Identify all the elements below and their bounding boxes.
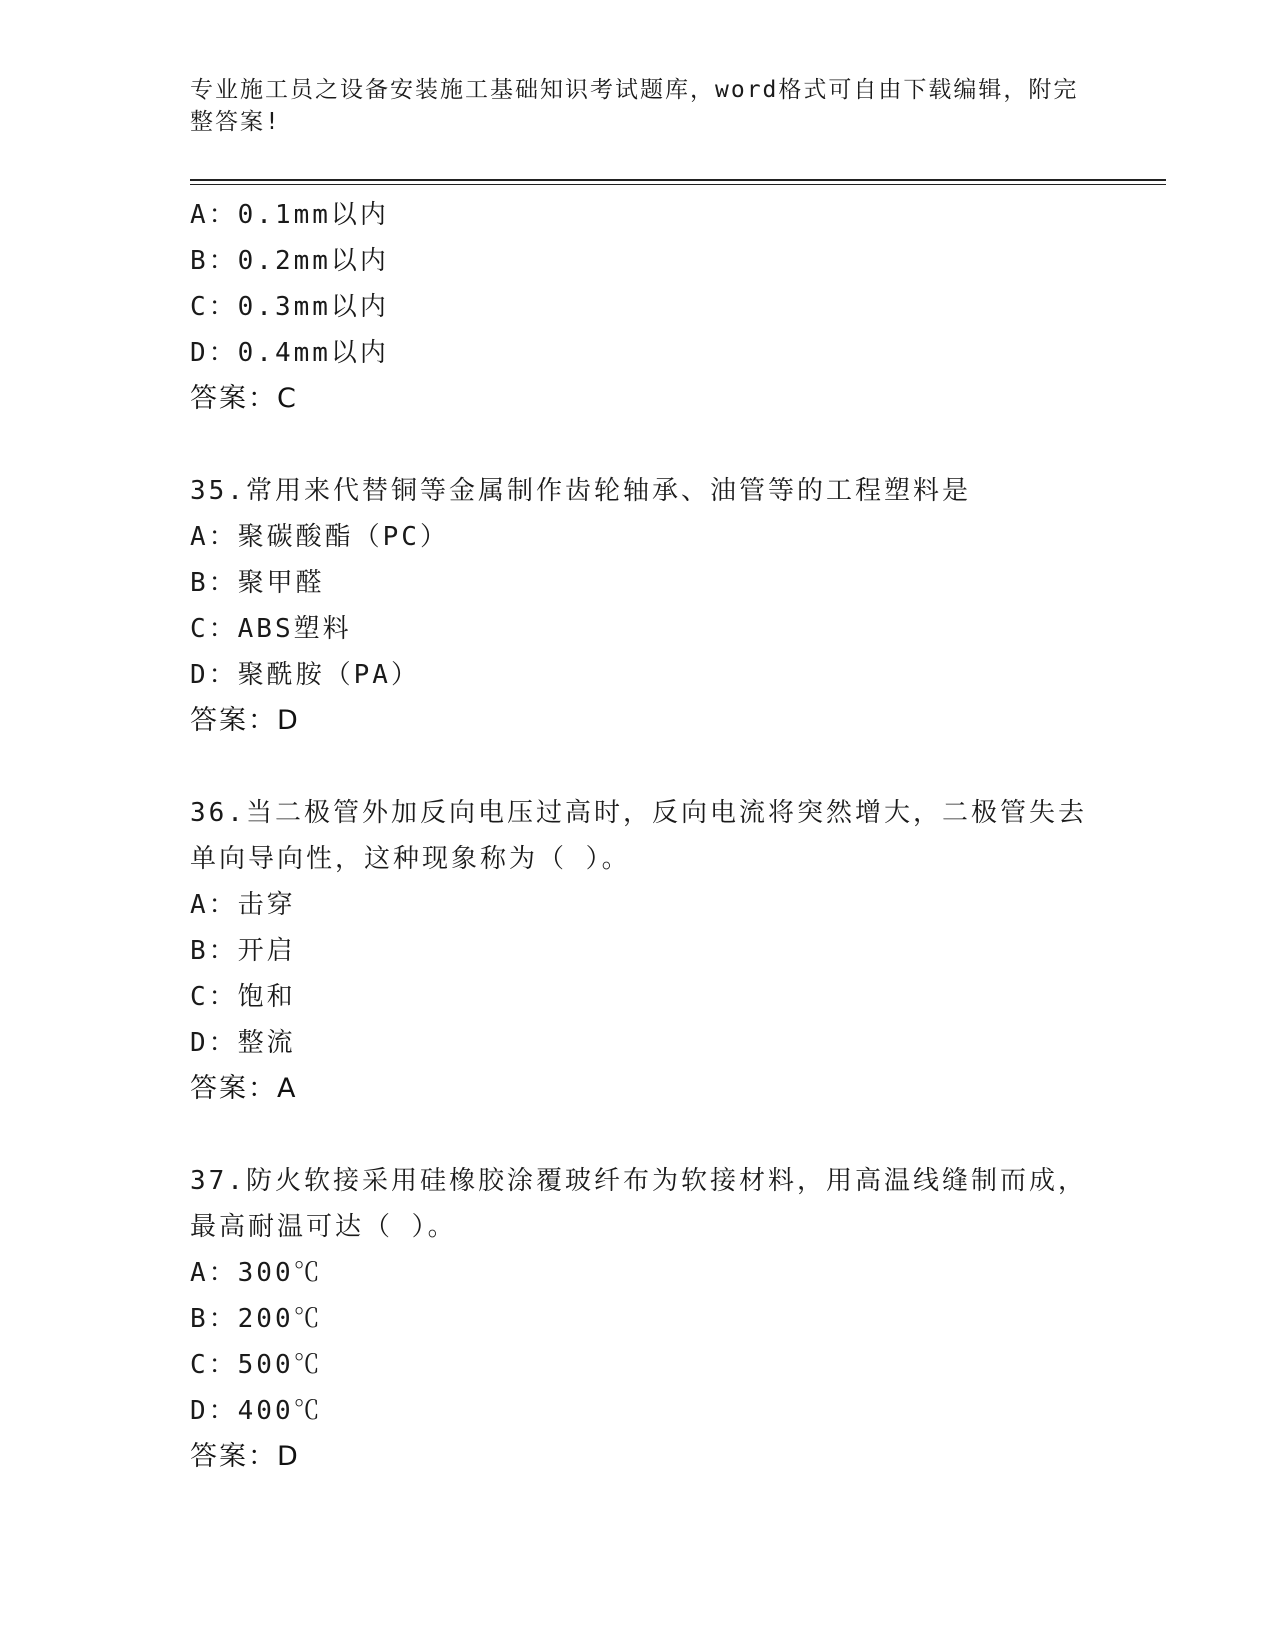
question-stem: 36.当二极管外加反向电压过高时，反向电流将突然增大，二极管失去 — [190, 798, 1087, 828]
header-rule-thick — [190, 179, 1166, 181]
option-c: C：500℃ — [190, 1350, 323, 1380]
option-a: A：0.1mm以内 — [190, 200, 389, 230]
question-35 — [190, 468, 1090, 744]
spacer — [190, 744, 1090, 790]
spacer — [190, 422, 1090, 468]
option-b: B：0.2mm以内 — [190, 246, 389, 276]
question-stem-cont: 单向导向性，这种现象称为（ ）。 — [190, 844, 631, 874]
question-stem: 37.防火软接采用硅橡胶涂覆玻纤布为软接材料，用高温线缝制而成， — [190, 1166, 1087, 1196]
question-37 — [190, 1158, 1090, 1480]
document-header — [190, 74, 1090, 138]
option-c: C：0.3mm以内 — [190, 292, 389, 322]
option-a: A：击穿 — [190, 890, 296, 920]
question-stem: 35.常用来代替铜等金属制作齿轮轴承、油管等的工程塑料是 — [190, 476, 971, 506]
option-c: C：饱和 — [190, 982, 296, 1012]
option-b: B：200℃ — [190, 1304, 323, 1334]
question-list — [190, 192, 1090, 1480]
answer: 答案：C — [190, 383, 298, 414]
answer: 答案：D — [190, 1441, 300, 1472]
answer: 答案：A — [190, 1073, 298, 1104]
option-b: B：开启 — [190, 936, 296, 966]
option-d: D：整流 — [190, 1028, 296, 1058]
header-rule-thin — [190, 184, 1166, 185]
question-stem-cont: 最高耐温可达（ ）。 — [190, 1212, 457, 1242]
option-d: D：0.4mm以内 — [190, 338, 389, 368]
option-d: D：400℃ — [190, 1396, 323, 1426]
question-34 — [190, 192, 1090, 422]
option-a: A：聚碳酸酯（PC） — [190, 522, 449, 552]
header-line-1: 专业施工员之设备安装施工基础知识考试题库，word格式可自由下载编辑，附完 — [190, 77, 1079, 103]
option-c: C：ABS塑料 — [190, 614, 352, 644]
header-line-2: 整答案! — [190, 109, 281, 135]
option-a: A：300℃ — [190, 1258, 323, 1288]
option-b: B：聚甲醛 — [190, 568, 325, 598]
option-d: D：聚酰胺（PA） — [190, 660, 420, 690]
question-36 — [190, 790, 1090, 1112]
answer: 答案：D — [190, 705, 300, 736]
spacer — [190, 1112, 1090, 1158]
